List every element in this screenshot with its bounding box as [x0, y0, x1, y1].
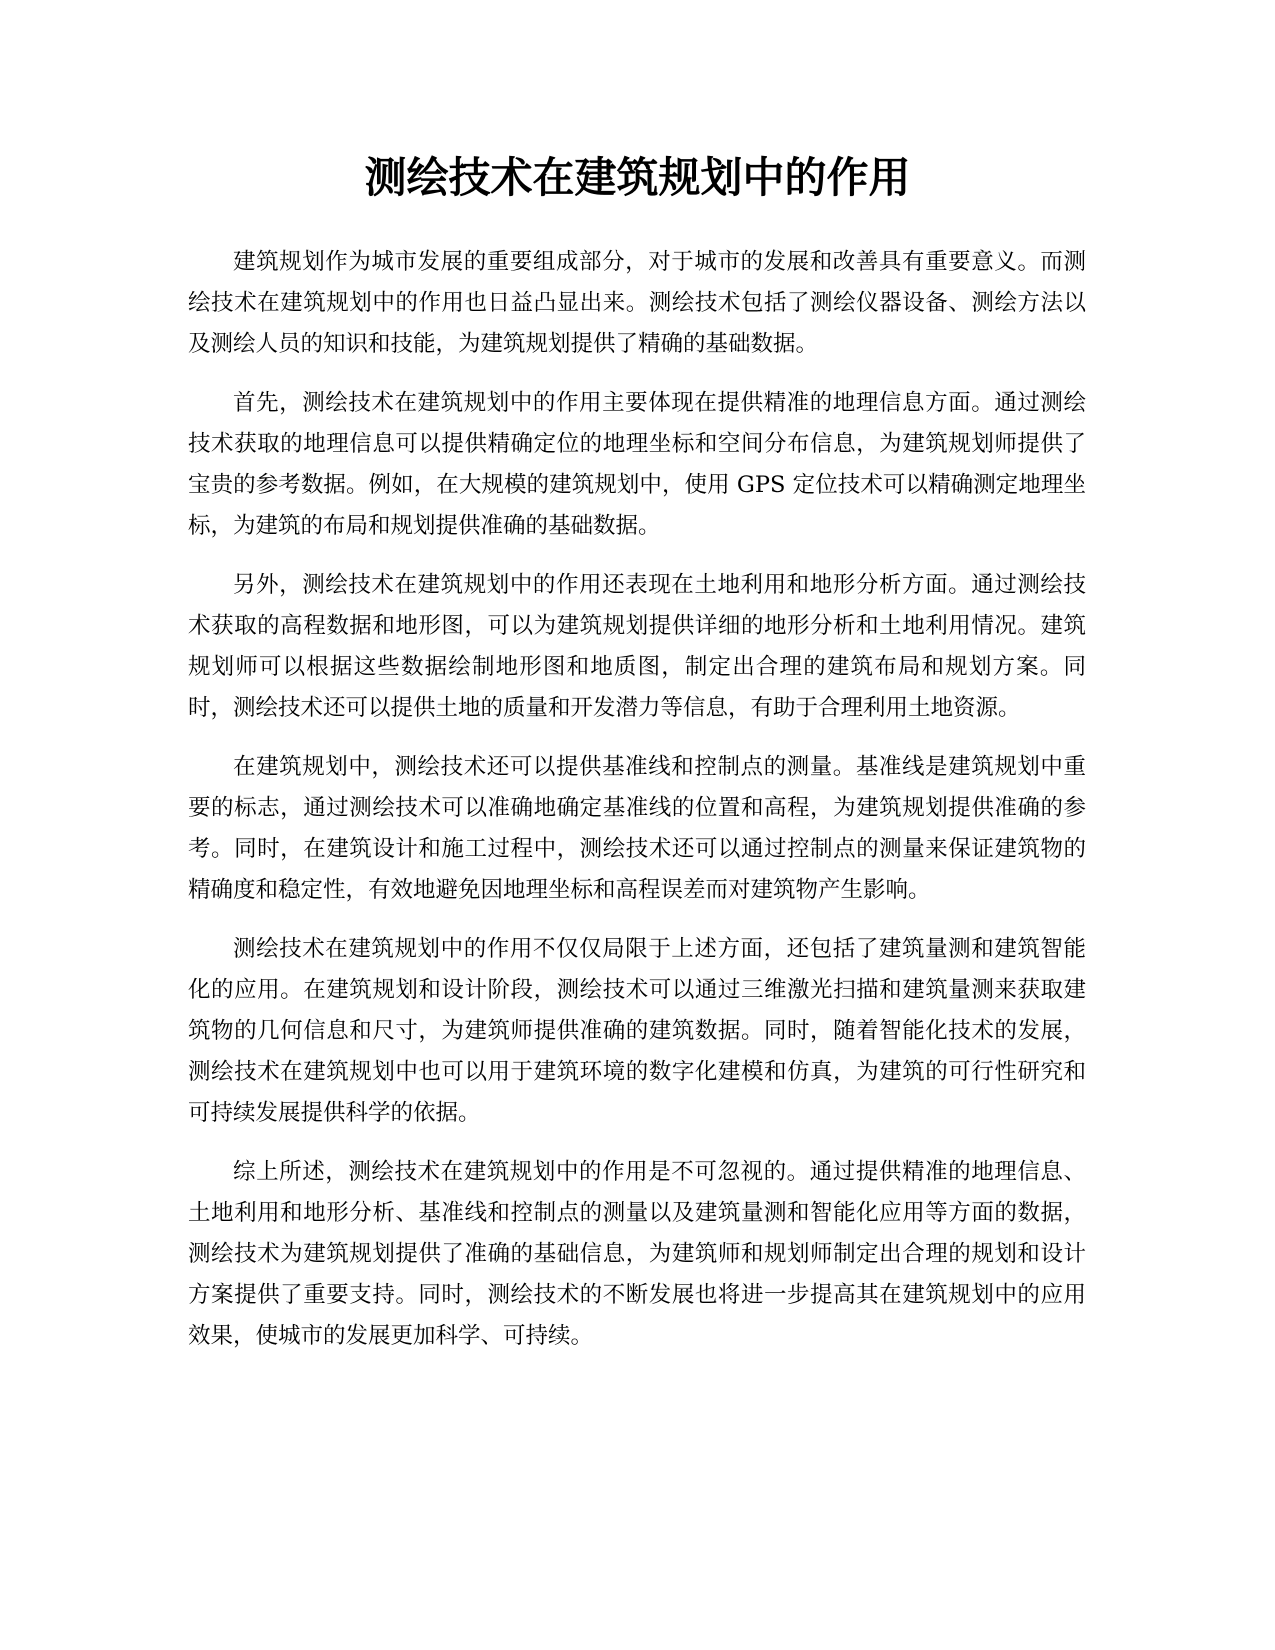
paragraph-3: 另外，测绘技术在建筑规划中的作用还表现在土地利用和地形分析方面。通过测绘技术获取的高程数据和地形图，可以为建筑规划提供详细的地形分析和土地利用情况。建筑规划师可以根据这些数据绘制地形图和地质图，制定出合理的建筑布局和规划方案。同时，测绘技术还可以提供土地的质量和开发潜力等信息，有助于合理利用土地资源。: [188, 572, 1086, 721]
paragraph-6: 综上所述，测绘技术在建筑规划中的作用是不可忽视的。通过提供精准的地理信息、土地利用和地形分析、基准线和控制点的测量以及建筑量测和智能化应用等方面的数据，测绘技术为建筑规划提供了准确的基础信息，为建筑师和规划师制定出合理的规划和设计方案提供了重要支持。同时，测绘技术的不断发展也将进一步提高其在建筑规划中的应用效果，使城市的发展更加科学、可持续。: [188, 1159, 1086, 1349]
paragraph-2: 首先，测绘技术在建筑规划中的作用主要体现在提供精准的地理信息方面。通过测绘技术获取的地理信息可以提供精确定位的地理坐标和空间分布信息，为建筑规划师提供了宝贵的参考数据。例如，在大规模的建筑规划中，使用 GPS 定位技术可以精确测定地理坐标，为建筑的布局和规划提供准确的基础数据。: [188, 390, 1086, 539]
document-body: [188, 242, 1086, 1375]
paragraph-1: 建筑规划作为城市发展的重要组成部分，对于城市的发展和改善具有重要意义。而测绘技术在建筑规划中的作用也日益凸显出来。测绘技术包括了测绘仪器设备、测绘方法以及测绘人员的知识和技能，为建筑规划提供了精确的基础数据。: [188, 249, 1086, 357]
document-title: 测绘技术在建筑规划中的作用: [364, 153, 911, 202]
paragraph-4: 在建筑规划中，测绘技术还可以提供基准线和控制点的测量。基准线是建筑规划中重要的标志，通过测绘技术可以准确地确定基准线的位置和高程，为建筑规划提供准确的参考。同时，在建筑设计和施工过程中，测绘技术还可以通过控制点的测量来保证建筑物的精确度和稳定性，有效地避免因地理坐标和高程误差而对建筑物产生影响。: [188, 754, 1086, 903]
paragraph-5: 测绘技术在建筑规划中的作用不仅仅局限于上述方面，还包括了建筑量测和建筑智能化的应用。在建筑规划和设计阶段，测绘技术可以通过三维激光扫描和建筑量测来获取建筑物的几何信息和尺寸，为建筑师提供准确的建筑数据。同时，随着智能化技术的发展，测绘技术在建筑规划中也可以用于建筑环境的数字化建模和仿真，为建筑的可行性研究和可持续发展提供科学的依据。: [188, 936, 1086, 1126]
